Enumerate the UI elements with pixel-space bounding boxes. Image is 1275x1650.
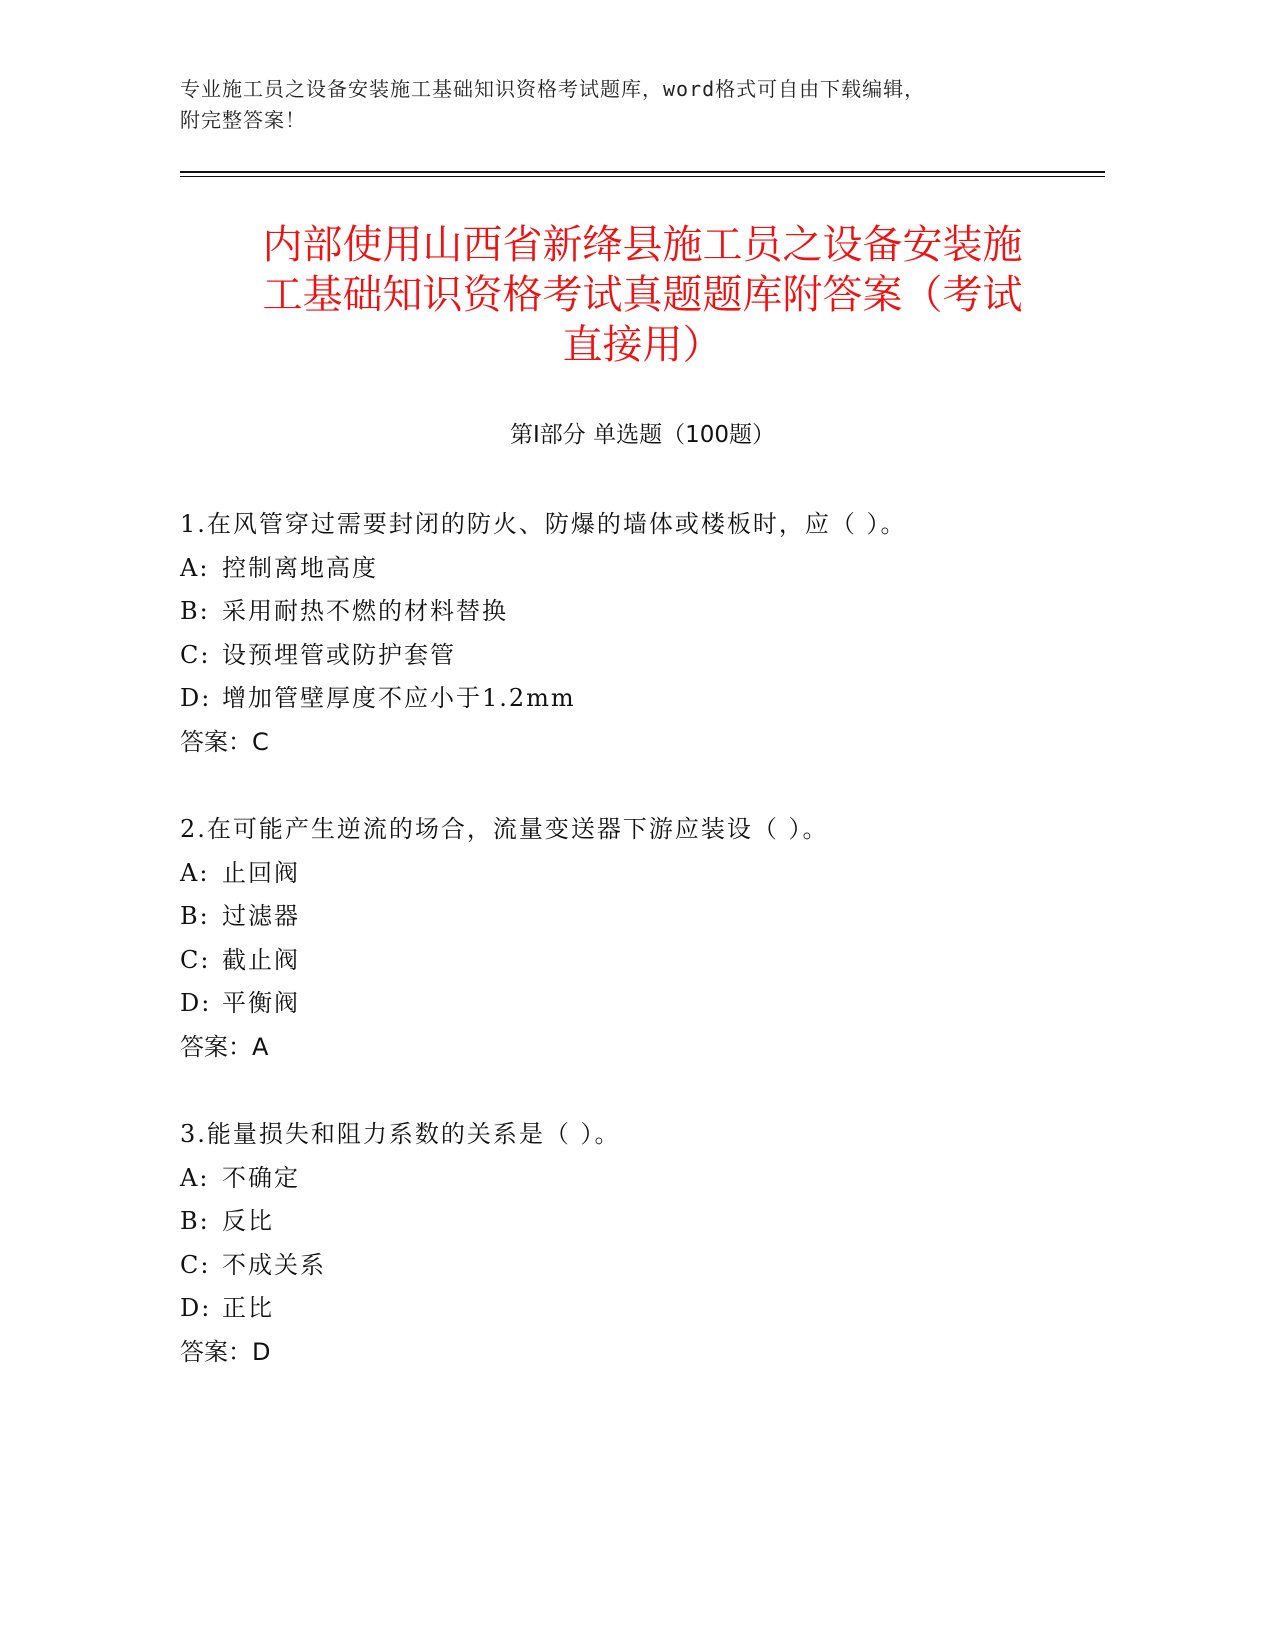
option-text: 止回阀: [222, 858, 300, 887]
header-note: [180, 74, 1040, 136]
option-text: 设预埋管或防护套管: [222, 640, 456, 669]
option-key: C:: [180, 945, 211, 974]
option-text: 不确定: [222, 1163, 300, 1192]
option-key: B:: [180, 597, 210, 625]
question-1: [180, 503, 1105, 764]
document-title: [180, 220, 1105, 370]
question-option-c: [180, 939, 1105, 983]
option-key: B:: [180, 1207, 210, 1235]
option-key: B:: [180, 902, 210, 930]
option-key: A:: [180, 1163, 210, 1192]
question-option-b: [180, 1200, 1105, 1244]
question-option-d: [180, 677, 1105, 721]
question-option-c: [180, 634, 1105, 678]
option-key: A:: [180, 858, 210, 887]
header-note-line-1: 专业施工员之设备安装施工基础知识资格考试题库，word格式可自由下载编辑，: [180, 77, 926, 101]
document-title-line-1: 内部使用山西省新绛县施工员之设备安装施: [262, 222, 1023, 268]
option-text: 反比: [222, 1207, 274, 1235]
option-key: C:: [180, 640, 211, 669]
question-option-a: [180, 547, 1105, 591]
option-text: 平衡阀: [222, 989, 300, 1017]
option-text: 控制离地高度: [222, 553, 378, 582]
question-stem: 1.在风管穿过需要封闭的防火、防爆的墙体或楼板时，应（ ）。: [180, 510, 907, 538]
option-text: 增加管壁厚度不应小于1.2mm: [222, 684, 576, 712]
question-answer: 答案：D: [180, 1337, 271, 1366]
question-2: [180, 808, 1105, 1069]
option-text: 过滤器: [222, 902, 300, 930]
question-option-b: [180, 590, 1105, 634]
question-stem: 3.能量损失和阻力系数的关系是（ ）。: [180, 1120, 621, 1148]
option-key: C:: [180, 1250, 211, 1279]
option-text: 正比: [222, 1294, 274, 1322]
option-text: 不成关系: [222, 1250, 326, 1279]
question-answer: 答案：C: [180, 727, 269, 756]
question-option-a: [180, 852, 1105, 896]
question-stem: 2.在可能产生逆流的场合，流量变送器下游应装设（ ）。: [180, 815, 829, 843]
question-option-c: [180, 1244, 1105, 1288]
question-option-a: [180, 1157, 1105, 1201]
section-title: 第Ⅰ部分 单选题（100题）: [510, 422, 775, 448]
option-key: D:: [180, 989, 212, 1017]
option-key: D:: [180, 684, 212, 712]
option-text: 采用耐热不燃的材料替换: [222, 597, 508, 625]
question-option-b: [180, 895, 1105, 939]
option-text: 截止阀: [222, 945, 300, 974]
document-title-line-2: 工基础知识资格考试真题题库附答案（考试: [262, 272, 1023, 318]
question-answer: 答案：A: [180, 1032, 269, 1061]
question-option-d: [180, 982, 1105, 1026]
question-option-d: [180, 1287, 1105, 1331]
option-key: D:: [180, 1294, 212, 1322]
header-rule-thick: [180, 171, 1105, 173]
document-title-line-3: 直接用）: [562, 322, 723, 368]
header-rule-thin: [180, 176, 1105, 177]
header-note-line-2: 附完整答案！: [180, 108, 306, 132]
option-key: A:: [180, 553, 210, 582]
question-3: [180, 1113, 1105, 1374]
